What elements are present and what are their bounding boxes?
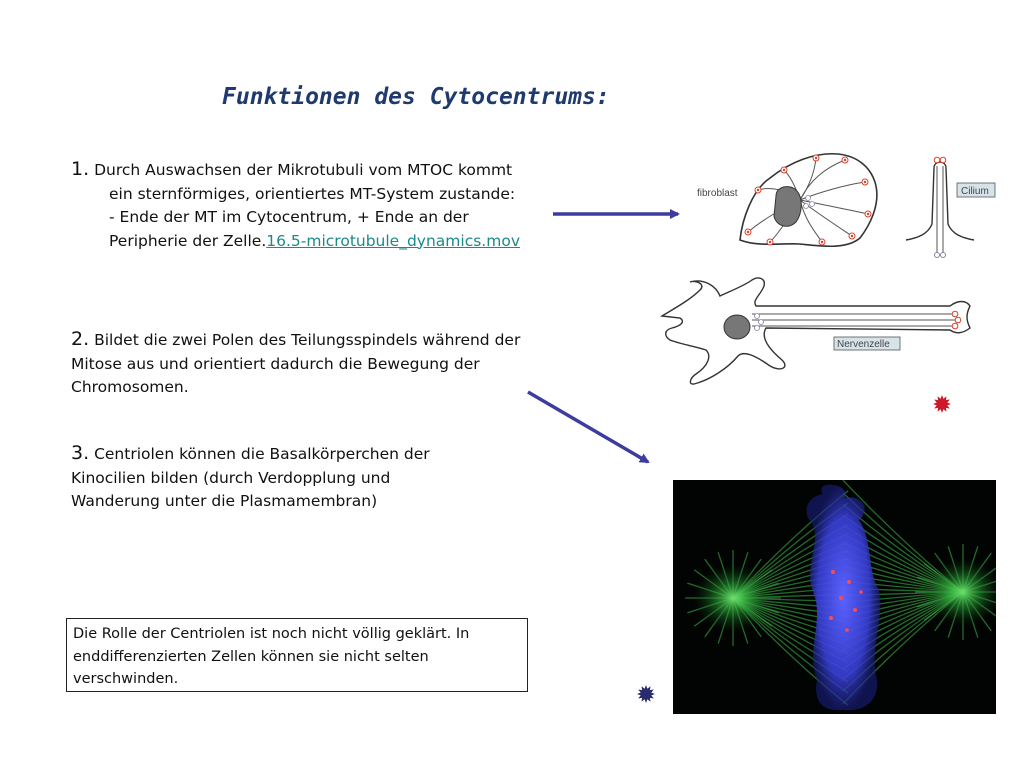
point-3-line-2: Kinocilien bilden (durch Verdopplung und (71, 468, 391, 487)
point-1-line-1: Durch Auswachsen der Mikrotubuli vom MTOC kommt (94, 161, 513, 179)
point-1-line-3: - Ende der MT im Cytocentrum, + Ende an der (109, 208, 469, 226)
note-line-2: enddifferenzierten Zellen können sie nicht selten (73, 648, 429, 665)
point-3-line-3: Wanderung unter die Plasmamembran) (71, 492, 378, 510)
cilium-label: Cilium (961, 186, 989, 197)
point-1-line-4: Peripherie der Zelle. (109, 231, 267, 250)
note-line-1: Die Rolle der Centriolen ist noch nicht völlig geklärt. In (73, 626, 470, 642)
point-2-line-2: Mitose aus und orientiert dadurch die Bewegung der (71, 354, 480, 373)
point-3-number: 3. (71, 442, 90, 464)
fibroblast-drawing (697, 154, 877, 247)
slide-title: Funktionen des Cytocentrums: (222, 84, 610, 110)
note-line-3: verschwinden. (73, 671, 179, 687)
neuron-label: Nervenzelle (837, 339, 890, 350)
fibroblast-label: fibroblast (697, 188, 738, 199)
point-1-number: 1. (71, 158, 90, 180)
cilium-drawing (906, 157, 995, 257)
movie-link[interactable]: 16.5-microtubule_dynamics.mov (266, 231, 520, 250)
arrow-to-spindle (528, 392, 648, 462)
point-1-line-2: ein sternförmiges, orientiertes MT-System zustande: (109, 184, 516, 203)
navy-star-icon (637, 685, 655, 703)
red-star-icon (933, 395, 951, 413)
point-2-line-1: Bildet die zwei Polen des Teilungsspindels während der (94, 331, 521, 349)
point-2-number: 2. (71, 328, 90, 350)
point-3-line-1: Centriolen können die Basalkörperchen der (94, 445, 430, 463)
neuron-drawing (662, 278, 970, 384)
point-2-line-3: Chromosomen. (71, 378, 189, 396)
